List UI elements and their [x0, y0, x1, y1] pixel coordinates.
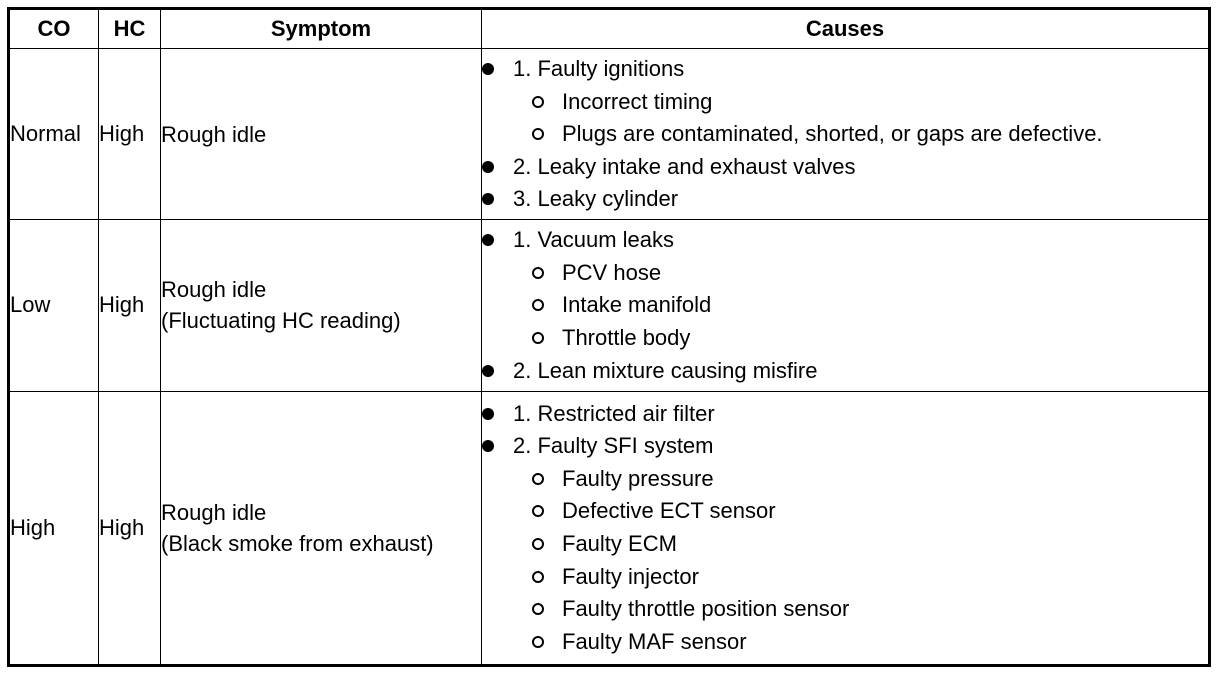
hc-cell: High	[99, 220, 161, 391]
cause-item	[482, 430, 1208, 658]
sub-cause-text: Faulty injector	[562, 563, 699, 589]
cause-text: 2. Faulty SFI system	[513, 433, 714, 459]
causes-list	[482, 53, 1208, 216]
bullet-dot-icon	[482, 234, 494, 246]
sub-cause-item	[482, 560, 1208, 593]
cause-item	[482, 224, 1208, 354]
diagnosis-table	[7, 7, 1211, 667]
symptom-text: (Black smoke from exhaust)	[161, 530, 434, 556]
sub-cause-text: Intake manifold	[562, 292, 712, 318]
sub-cause-item	[482, 528, 1208, 561]
bullet-circle-icon	[532, 571, 544, 583]
header-row	[9, 9, 1210, 49]
cause-item	[482, 53, 1208, 151]
sub-cause-item	[482, 593, 1208, 626]
sub-cause-item	[482, 257, 1208, 290]
bullet-circle-icon	[532, 603, 544, 615]
sub-cause-item	[482, 495, 1208, 528]
cause-text: 3. Leaky cylinder	[513, 186, 679, 212]
bullet-dot-icon	[482, 440, 494, 452]
header-symptom: Symptom	[161, 9, 482, 49]
sub-cause-text: Faulty throttle position sensor	[562, 596, 850, 622]
sub-cause-text: Faulty ECM	[562, 531, 677, 557]
symptom-cell	[161, 391, 482, 665]
cause-item	[482, 397, 1208, 430]
table-row	[9, 49, 1210, 220]
cause-text: 1. Vacuum leaks	[513, 227, 675, 253]
sub-cause-item	[482, 85, 1208, 118]
symptom-cell	[161, 220, 482, 391]
bullet-circle-icon	[532, 473, 544, 485]
cause-text: 2. Lean mixture causing misfire	[513, 357, 818, 383]
sub-cause-text: Plugs are contaminated, shorted, or gaps are defective.	[562, 121, 1103, 147]
co-cell: High	[9, 391, 99, 665]
symptom-text: (Fluctuating HC reading)	[161, 308, 401, 334]
causes-cell	[482, 391, 1210, 665]
table-row	[9, 391, 1210, 665]
sub-cause-item	[482, 289, 1208, 322]
sub-cause-item	[482, 463, 1208, 496]
header-co: CO	[9, 9, 99, 49]
sub-cause-text: PCV hose	[562, 259, 662, 285]
sub-cause-text: Incorrect timing	[562, 88, 713, 114]
bullet-dot-icon	[482, 365, 494, 377]
symptom-text: Rough idle	[161, 499, 267, 525]
bullet-dot-icon	[482, 408, 494, 420]
hc-cell: High	[99, 391, 161, 665]
causes-cell	[482, 220, 1210, 391]
bullet-dot-icon	[482, 193, 494, 205]
bullet-circle-icon	[532, 332, 544, 344]
co-cell: Normal	[9, 49, 99, 220]
cause-text: 1. Faulty ignitions	[513, 55, 685, 81]
causes-list	[482, 397, 1208, 658]
sub-cause-text: Faulty pressure	[562, 465, 714, 491]
cause-item	[482, 150, 1208, 183]
sub-cause-text: Faulty MAF sensor	[562, 628, 747, 654]
hc-cell: High	[99, 49, 161, 220]
cause-text: 1. Restricted air filter	[513, 400, 715, 426]
sub-cause-item	[482, 118, 1208, 151]
bullet-dot-icon	[482, 63, 494, 75]
bullet-circle-icon	[532, 505, 544, 517]
bullet-circle-icon	[532, 636, 544, 648]
header-causes: Causes	[482, 9, 1210, 49]
bullet-dot-icon	[482, 161, 494, 173]
bullet-circle-icon	[532, 299, 544, 311]
sub-cause-text: Throttle body	[562, 324, 691, 350]
causes-list	[482, 224, 1208, 387]
sub-cause-item	[482, 322, 1208, 355]
bullet-circle-icon	[532, 267, 544, 279]
symptom-cell	[161, 49, 482, 220]
co-cell: Low	[9, 220, 99, 391]
cause-text: 2. Leaky intake and exhaust valves	[513, 153, 856, 179]
sub-cause-text: Defective ECT sensor	[562, 498, 776, 524]
header-hc: HC	[99, 9, 161, 49]
cause-item	[482, 354, 1208, 387]
symptom-text: Rough idle	[161, 121, 267, 147]
bullet-circle-icon	[532, 538, 544, 550]
bullet-circle-icon	[532, 96, 544, 108]
sub-cause-item	[482, 626, 1208, 659]
causes-cell	[482, 49, 1210, 220]
bullet-circle-icon	[532, 128, 544, 140]
symptom-text: Rough idle	[161, 277, 267, 303]
table-body	[9, 49, 1210, 666]
table-row	[9, 220, 1210, 391]
cause-item	[482, 183, 1208, 216]
